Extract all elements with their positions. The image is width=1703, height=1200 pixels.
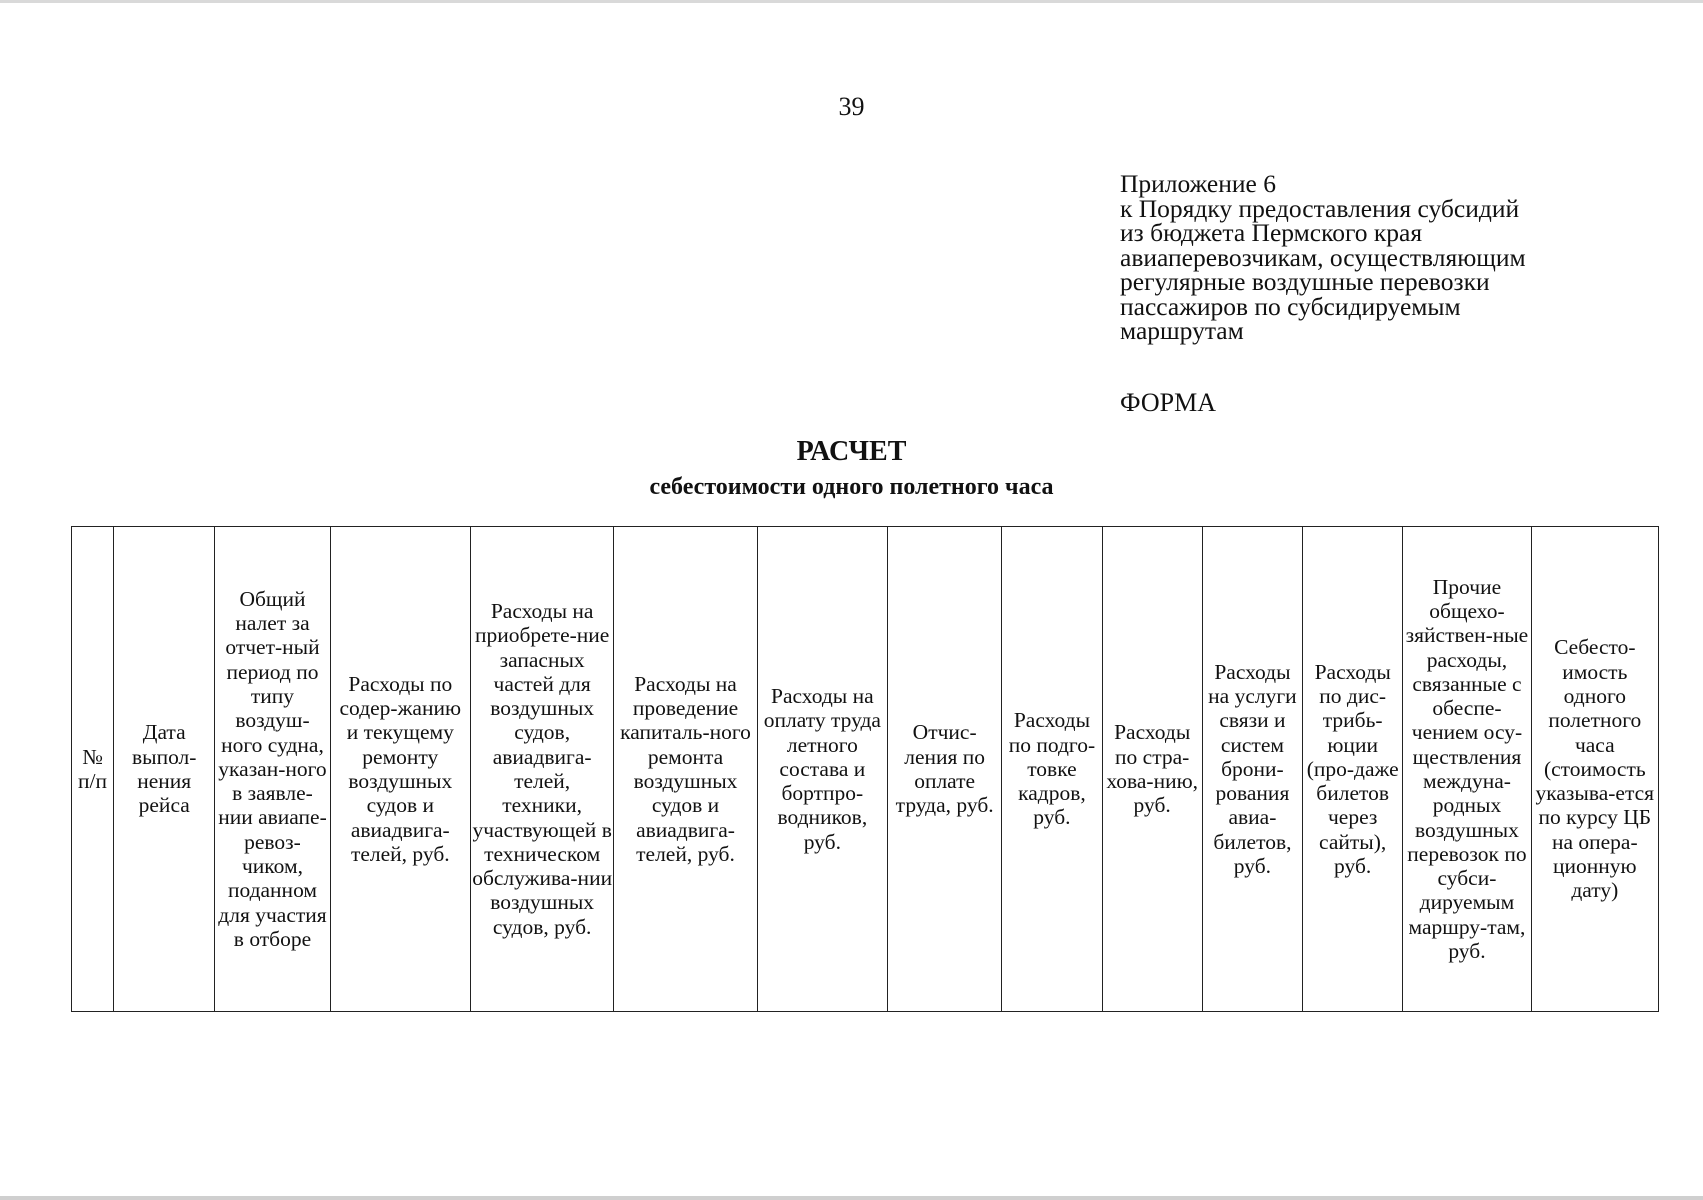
document-title: РАСЧЕТ [796,436,907,467]
column-header-other-overhead-costs: Прочие общехо-зяйствен-ные расходы, связанные с обеспе-чением осу-ществления междуна-родных воздушных перевозок по субси-дируемым маршру-там, руб. [1403,527,1531,1012]
column-header-training-costs: Расходы по подго-товке кадров, руб. [1002,527,1102,1012]
appendix-line: регулярные воздушные перевозки [1120,267,1490,296]
page-number: 39 [838,92,865,121]
appendix-line: авиаперевозчикам, осуществляющим [1120,242,1526,272]
appendix-line: пассажиров по субсидируемым [1120,291,1461,321]
column-header-communication-booking-costs: Расходы на услуги связи и систем брони-рования авиа-билетов, руб. [1202,527,1302,1012]
column-header-total-flight-hours: Общий налет за отчет-ный период по типу воздуш-ного судна, указан-ного в заявле-нии авиапе-ревоз-чиком, поданном для участия в отборе [215,527,330,1012]
column-header-maintenance-costs: Расходы по содер-жанию и текущему ремонту воздушных судов и авиадвига-телей, руб. [330,527,470,1012]
scan-top-edge [0,0,1703,3]
column-header-flight-hour-cost: Себесто-имость одного полетного часа (стоимость указыва-ется по курсу ЦБ на опера-ционную дату) [1531,527,1658,1012]
column-header-number: № п/п [72,527,114,1012]
scan-bottom-edge [0,1196,1703,1200]
appendix-block [1120,169,1640,345]
form-label: ФОРМА [1120,388,1216,417]
appendix-line: маршрутам [1120,316,1244,345]
table-header-row [72,527,1659,1012]
column-header-payroll-deductions: Отчис-ления по оплате труда, руб. [888,527,1002,1012]
column-header-flight-date: Дата выпол-нения рейса [114,527,215,1012]
appendix-line: к Порядку предоставления субсидий [1120,193,1520,223]
cost-calculation-table [71,526,1659,1012]
column-header-spare-parts-costs: Расходы на приобрете-ние запасных частей для воздушных судов, авиадвига-телей, техники, участвующей в техническом обслужива-нии воздушных судов, руб. [470,527,613,1012]
appendix-line: Приложение 6 [1120,169,1276,198]
column-header-crew-salary-costs: Расходы на оплату труда летного состава и бортпро-водников, руб. [757,527,887,1012]
column-header-distribution-costs: Расходы по дис-трибь-юции (про-даже билетов через сайты), руб. [1303,527,1403,1012]
appendix-line: из бюджета Пермского края [1120,218,1423,247]
column-header-overhaul-costs: Расходы на проведение капиталь-ного ремонта воздушных судов и авиадвига-телей, руб. [614,527,757,1012]
column-header-insurance-costs: Расходы по стра-хова-нию, руб. [1102,527,1202,1012]
document-subtitle: себестоимости одного полетного часа [649,474,1054,500]
